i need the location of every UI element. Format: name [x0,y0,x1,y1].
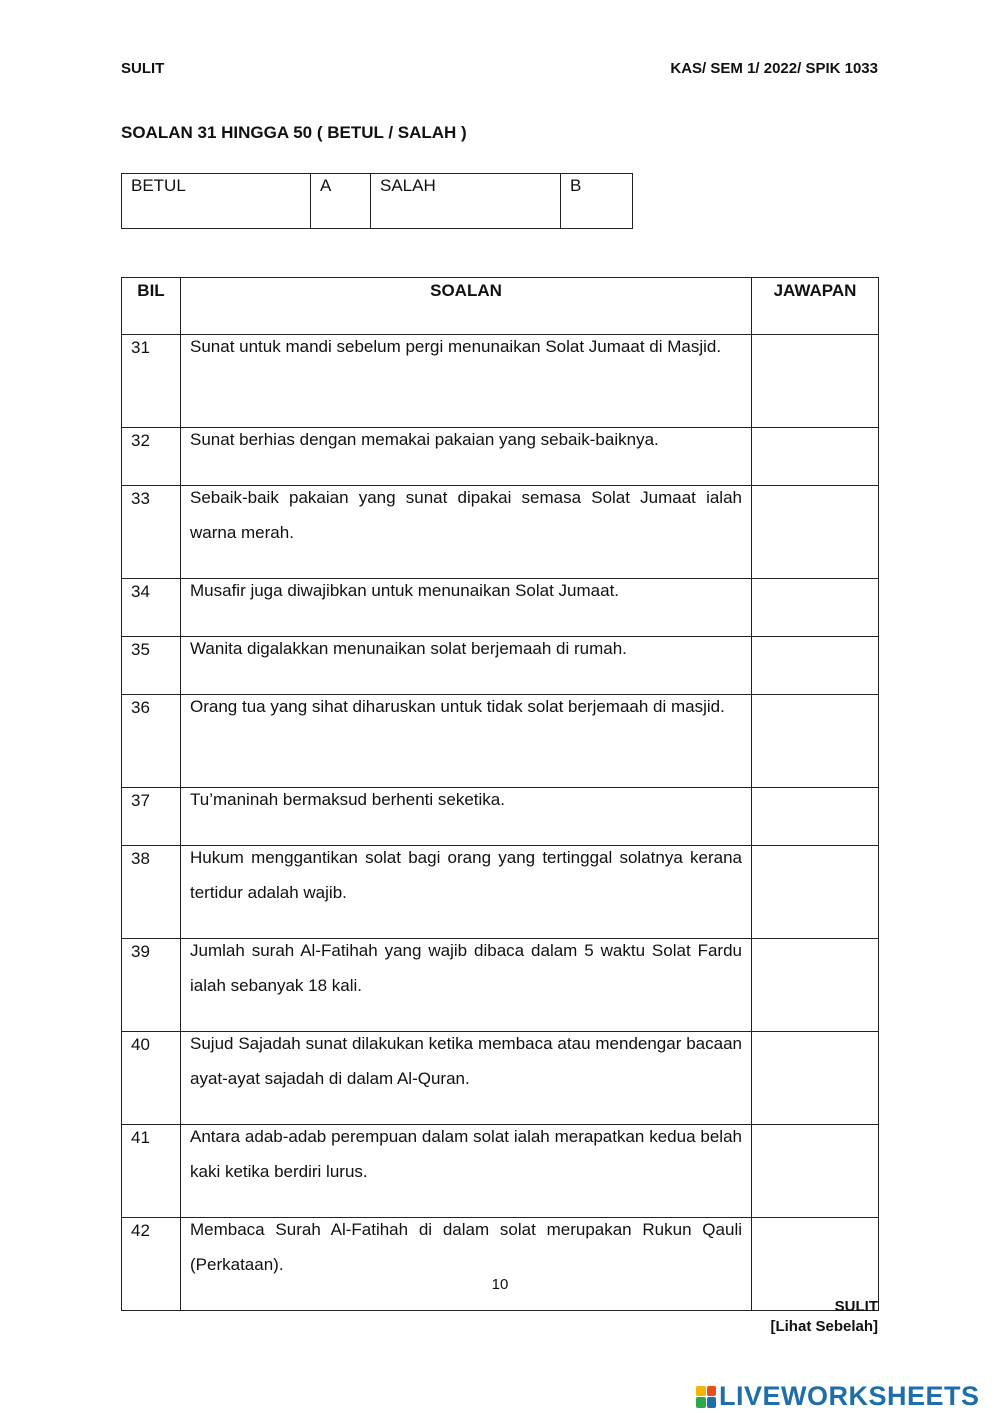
question-number: 37 [122,788,181,846]
question-number: 40 [122,1032,181,1125]
question-number: 34 [122,579,181,637]
liveworksheets-logo-icon [696,1386,716,1408]
table-row [122,1218,879,1311]
answer-key-table [121,173,633,229]
question-number: 39 [122,939,181,1032]
header-right: KAS/ SEM 1/ 2022/ SPIK 1033 [670,60,878,77]
answer-cell[interactable] [752,1125,879,1218]
answer-cell[interactable] [752,846,879,939]
question-text: Sunat untuk mandi sebelum pergi menunaikan Solat Jumaat di Masjid. [181,335,752,428]
table-row [122,1032,879,1125]
table-row [122,788,879,846]
answer-cell[interactable] [752,486,879,579]
header-jawapan: JAWAPAN [752,278,879,335]
table-row [122,637,879,695]
question-text: Musafir juga diwajibkan untuk menunaikan Solat Jumaat. [181,579,752,637]
table-row [122,428,879,486]
question-text: Sunat berhias dengan memakai pakaian yang sebaik-baiknya. [181,428,752,486]
betul-label: BETUL [122,174,311,229]
answer-cell[interactable] [752,579,879,637]
question-text: Wanita digalakkan menunaikan solat berjemaah di rumah. [181,637,752,695]
question-number: 32 [122,428,181,486]
question-number: 42 [122,1218,181,1311]
answer-cell[interactable] [752,939,879,1032]
question-text: Sebaik-baik pakaian yang sunat dipakai semasa Solat Jumaat ialah warna merah. [181,486,752,579]
footer [770,1297,878,1337]
question-number: 38 [122,846,181,939]
question-number: 35 [122,637,181,695]
table-row [122,1125,879,1218]
betul-code: A [311,174,371,229]
question-text: Hukum menggantikan solat bagi orang yang tertinggal solatnya kerana tertidur adalah wajib. [181,846,752,939]
table-header-row [122,278,879,335]
answer-cell[interactable] [752,428,879,486]
question-text: Antara adab-adab perempuan dalam solat ialah merapatkan kedua belah kaki ketika berdiri lurus. [181,1125,752,1218]
question-number: 41 [122,1125,181,1218]
header-soalan: SOALAN [181,278,752,335]
question-number: 31 [122,335,181,428]
liveworksheets-wordmark: LIVEWORKSHEETS [719,1381,980,1411]
question-number: 33 [122,486,181,579]
table-row [122,486,879,579]
page-number: 10 [491,1276,509,1293]
question-text: Membaca Surah Al-Fatihah di dalam solat merupakan Rukun Qauli (Perkataan). [181,1218,752,1311]
table-row [122,579,879,637]
table-row [122,335,879,428]
table-row [122,939,879,1032]
question-text: Tu’maninah bermaksud berhenti seketika. [181,788,752,846]
liveworksheets-logo[interactable] [696,1381,980,1412]
header-left: SULIT [121,60,165,77]
footer-sulit: SULIT [834,1298,878,1315]
questions-table [121,277,879,1311]
question-text: Jumlah surah Al-Fatihah yang wajib dibaca dalam 5 waktu Solat Fardu ialah sebanyak 18 kali. [181,939,752,1032]
answer-cell[interactable] [752,637,879,695]
answer-cell[interactable] [752,1032,879,1125]
header-bil: BIL [122,278,181,335]
question-text: Orang tua yang sihat diharuskan untuk tidak solat berjemaah di masjid. [181,695,752,788]
salah-label: SALAH [371,174,561,229]
answer-cell[interactable] [752,788,879,846]
answer-cell[interactable] [752,695,879,788]
table-row [122,695,879,788]
footer-lihat-sebelah: [Lihat Sebelah] [770,1318,878,1335]
question-number: 36 [122,695,181,788]
question-text: Sujud Sajadah sunat dilakukan ketika membaca atau mendengar bacaan ayat-ayat sajadah di dalam Al-Quran. [181,1032,752,1125]
section-title: SOALAN 31 HINGGA 50 ( BETUL / SALAH ) [121,123,467,142]
table-row [122,846,879,939]
answer-cell[interactable] [752,335,879,428]
salah-code: B [561,174,633,229]
